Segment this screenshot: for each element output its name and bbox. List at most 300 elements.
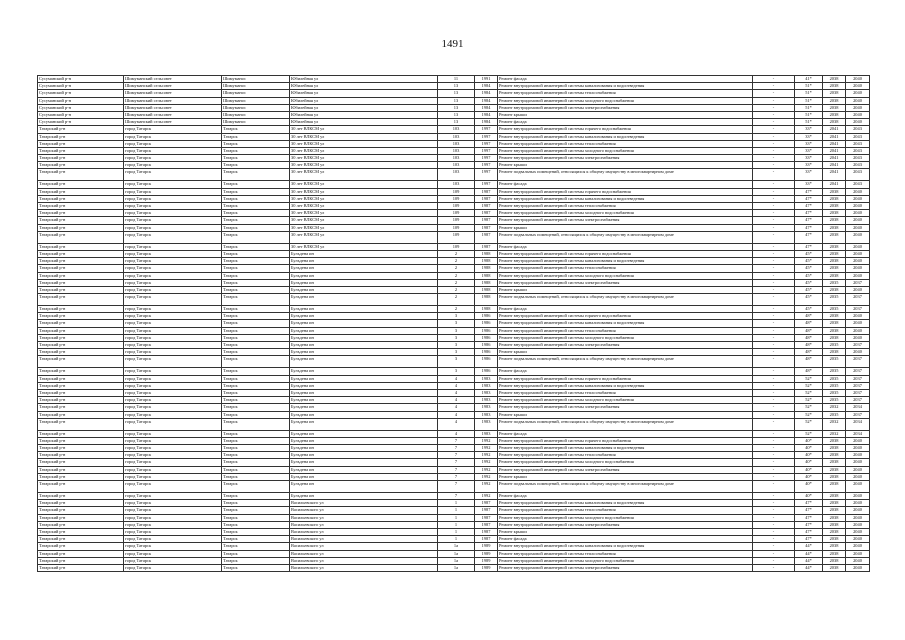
end-year-cell: 2040 [846,320,870,327]
house-number-cell: 7 [438,493,475,500]
settlement-cell: город Татарск [124,294,222,306]
district-cell: Татарский р-н [38,481,124,493]
work-type-cell: Ремонт подвальных помещений, относящихся к общему имуществу в многоквартирном доме [498,481,753,493]
wear-cell: 48* [795,313,823,320]
work-type-cell: Ремонт внутридомовой инженерной системы холодного водоснабжения [498,397,753,404]
wear-cell: 45* [795,306,823,313]
settlement-cell: город Татарск [124,313,222,320]
district-cell: Татарский р-н [38,550,124,557]
dash-cell: - [753,217,795,224]
house-number-cell: 103 [438,181,475,188]
district-cell: Татарский р-н [38,536,124,543]
street-cell: Васильевского ул [290,528,438,535]
year-cell: 1988 [475,306,498,313]
start-year-cell: 2038 [823,473,846,480]
district-cell: Татарский р-н [38,382,124,389]
table-row [38,119,870,126]
house-number-cell: 11 [438,76,475,83]
district-cell: Татарский р-н [38,272,124,279]
locality-cell: Татарск [222,272,290,279]
end-year-cell: 2040 [846,550,870,557]
year-cell: 1987 [475,528,498,535]
table-row [38,452,870,459]
end-year-cell: 2040 [846,514,870,521]
table-row [38,445,870,452]
start-year-cell: 2032 [823,430,846,437]
year-cell: 1992 [475,437,498,444]
table-row [38,90,870,97]
end-year-cell: 2040 [846,250,870,257]
end-year-cell: 2040 [846,76,870,83]
end-year-cell: 2040 [846,265,870,272]
district-cell: Татарский р-н [38,334,124,341]
dash-cell: - [753,320,795,327]
street-cell: Бульдена ин [290,375,438,382]
start-year-cell: 2035 [823,356,846,368]
district-cell: Татарский р-н [38,342,124,349]
locality-cell: Татарск [222,404,290,411]
end-year-cell: 2040 [846,543,870,550]
district-cell: Татарский р-н [38,147,124,154]
settlement-cell: город Татарск [124,210,222,217]
work-type-cell: Ремонт фасада [498,76,753,83]
house-number-cell: 3 [438,368,475,375]
end-year-cell: 2040 [846,203,870,210]
district-cell: Татарский р-н [38,389,124,396]
year-cell: 1986 [475,334,498,341]
table-row [38,481,870,493]
end-year-cell: 2040 [846,493,870,500]
wear-cell: 40* [795,481,823,493]
wear-cell: 44* [795,564,823,571]
street-cell: Бульдена ин [290,445,438,452]
wear-cell: 40* [795,445,823,452]
district-cell: Татарский р-н [38,313,124,320]
table-row [38,411,870,418]
settlement-cell: город Татарск [124,265,222,272]
table-row [38,272,870,279]
locality-cell: Татарск [222,294,290,306]
street-cell: Бульдена ин [290,349,438,356]
house-number-cell: 7 [438,459,475,466]
house-number-cell: 1а [438,564,475,571]
table-row [38,181,870,188]
district-cell: Татарский р-н [38,368,124,375]
locality-cell: Татарск [222,188,290,195]
start-year-cell: 2038 [823,557,846,564]
end-year-cell: 2037 [846,382,870,389]
locality-cell: Татарск [222,126,290,133]
house-number-cell: 1а [438,550,475,557]
work-type-cell: Ремонт внутридомовой инженерной системы теплоснабжения [498,452,753,459]
work-type-cell: Ремонт подвальных помещений, относящихся к общему имуществу в многоквартирном доме [498,169,753,181]
year-cell: 1991 [475,76,498,83]
work-type-cell: Ремонт внутридомовой инженерной системы горячего водоснабжения [498,188,753,195]
table-row [38,140,870,147]
work-type-cell: Ремонт внутридомовой инженерной системы электроснабжения [498,217,753,224]
settlement-cell: город Татарск [124,272,222,279]
wear-cell: 48* [795,342,823,349]
dash-cell: - [753,411,795,418]
district-cell: Татарский р-н [38,418,124,430]
end-year-cell: 2040 [846,459,870,466]
locality-cell: Татарск [222,210,290,217]
district-cell: Татарский р-н [38,231,124,243]
house-number-cell: 3 [438,334,475,341]
house-number-cell: 109 [438,188,475,195]
start-year-cell: 2038 [823,210,846,217]
dash-cell: - [753,258,795,265]
district-cell: Татарский р-н [38,452,124,459]
locality-cell: Татарск [222,397,290,404]
locality-cell: Татарск [222,195,290,202]
settlement-cell: город Татарск [124,224,222,231]
table-row [38,543,870,550]
wear-cell: 45* [795,294,823,306]
house-number-cell: 4 [438,404,475,411]
district-cell: Татарский р-н [38,500,124,507]
district-cell: Татарский р-н [38,473,124,480]
end-year-cell: 2040 [846,557,870,564]
start-year-cell: 2038 [823,528,846,535]
end-year-cell: 2040 [846,210,870,217]
year-cell: 1997 [475,126,498,133]
dash-cell: - [753,536,795,543]
street-cell: 30 лет ВЛКСМ ул [290,224,438,231]
year-cell: 1988 [475,286,498,293]
table-row [38,155,870,162]
work-type-cell: Ремонт крыши [498,111,753,118]
end-year-cell: 2040 [846,90,870,97]
settlement-cell: город Татарск [124,140,222,147]
table-row [38,437,870,444]
dash-cell: - [753,83,795,90]
work-type-cell: Ремонт внутридомовой инженерной системы холодного водоснабжения [498,557,753,564]
table-body [38,76,870,572]
settlement-cell: город Татарск [124,507,222,514]
work-type-cell: Ремонт внутридомовой инженерной системы электроснабжения [498,404,753,411]
locality-cell: Татарск [222,543,290,550]
end-year-cell: 2037 [846,389,870,396]
table-row [38,404,870,411]
street-cell: Юбилейная ул [290,111,438,118]
house-number-cell: 3 [438,327,475,334]
house-number-cell: 3 [438,320,475,327]
street-cell: Бульдена ин [290,466,438,473]
wear-cell: 52* [795,430,823,437]
district-cell: Сусуманский р-н [38,111,124,118]
house-number-cell: 103 [438,126,475,133]
year-cell: 1984 [475,83,498,90]
street-cell: 30 лет ВЛКСМ ул [290,195,438,202]
table-row [38,286,870,293]
house-number-cell: 2 [438,294,475,306]
house-number-cell: 2 [438,265,475,272]
end-year-cell: 2040 [846,564,870,571]
settlement-cell: город Татарск [124,286,222,293]
start-year-cell: 2041 [823,140,846,147]
locality-cell: Татарск [222,493,290,500]
year-cell: 1987 [475,217,498,224]
district-cell: Татарский р-н [38,306,124,313]
end-year-cell: 2040 [846,536,870,543]
start-year-cell: 2035 [823,368,846,375]
street-cell: 30 лет ВЛКСМ ул [290,147,438,154]
start-year-cell: 2038 [823,83,846,90]
dash-cell: - [753,279,795,286]
table-row [38,430,870,437]
street-cell: 30 лет ВЛКСМ ул [290,140,438,147]
wear-cell: 47* [795,217,823,224]
street-cell: 30 лет ВЛКСМ ул [290,210,438,217]
year-cell: 1987 [475,500,498,507]
year-cell: 1992 [475,466,498,473]
locality-cell: Татарск [222,528,290,535]
wear-cell: 47* [795,210,823,217]
settlement-cell: город Татарск [124,514,222,521]
dash-cell: - [753,356,795,368]
year-cell: 1997 [475,181,498,188]
start-year-cell: 2035 [823,389,846,396]
dash-cell: - [753,382,795,389]
year-cell: 1987 [475,521,498,528]
end-year-cell: 2040 [846,437,870,444]
dash-cell: - [753,557,795,564]
year-cell: 1984 [475,104,498,111]
dash-cell: - [753,104,795,111]
dash-cell: - [753,306,795,313]
house-number-cell: 103 [438,169,475,181]
start-year-cell: 2038 [823,543,846,550]
end-year-cell: 2040 [846,473,870,480]
year-cell: 1987 [475,514,498,521]
street-cell: Бульдена ин [290,258,438,265]
district-cell: Татарский р-н [38,181,124,188]
dash-cell: - [753,437,795,444]
table-row [38,564,870,571]
year-cell: 1984 [475,97,498,104]
year-cell: 1983 [475,397,498,404]
house-number-cell: 13 [438,90,475,97]
year-cell: 1988 [475,279,498,286]
house-number-cell: 4 [438,418,475,430]
dash-cell: - [753,119,795,126]
locality-cell: Татарск [222,342,290,349]
dash-cell: - [753,162,795,169]
locality-cell: Татарск [222,203,290,210]
dash-cell: - [753,466,795,473]
table-row [38,258,870,265]
locality-cell: Татарск [222,514,290,521]
year-cell: 1997 [475,169,498,181]
locality-cell: Татарск [222,430,290,437]
wear-cell: 45* [795,265,823,272]
settlement-cell: Шимуманский сельсовет [124,76,222,83]
dash-cell: - [753,397,795,404]
table-row [38,83,870,90]
street-cell: Бульдена ин [290,250,438,257]
settlement-cell: город Татарск [124,411,222,418]
wear-cell: 48* [795,356,823,368]
settlement-cell: город Татарск [124,203,222,210]
street-cell: Бульдена ин [290,334,438,341]
settlement-cell: город Татарск [124,543,222,550]
table-row [38,418,870,430]
end-year-cell: 2040 [846,83,870,90]
dash-cell: - [753,507,795,514]
work-type-cell: Ремонт внутридомовой инженерной системы электроснабжения [498,155,753,162]
work-type-cell: Ремонт внутридомовой инженерной системы холодного водоснабжения [498,334,753,341]
settlement-cell: город Татарск [124,536,222,543]
wear-cell: 45* [795,258,823,265]
house-number-cell: 1 [438,514,475,521]
house-number-cell: 1 [438,521,475,528]
work-type-cell: Ремонт фасада [498,181,753,188]
table-row [38,500,870,507]
end-year-cell: 2040 [846,188,870,195]
work-type-cell: Ремонт внутридомовой инженерной системы электроснабжения [498,564,753,571]
locality-cell: Татарск [222,550,290,557]
street-cell: Васильевского ул [290,536,438,543]
wear-cell: 52* [795,389,823,396]
dash-cell: - [753,430,795,437]
street-cell: 30 лет ВЛКСМ ул [290,162,438,169]
table-row [38,217,870,224]
house-number-cell: 1 [438,528,475,535]
wear-cell: 40* [795,459,823,466]
table-row [38,231,870,243]
start-year-cell: 2038 [823,97,846,104]
locality-cell: Шимуманос [222,111,290,118]
street-cell: Бульдена ин [290,272,438,279]
year-cell: 1983 [475,382,498,389]
settlement-cell: город Татарск [124,327,222,334]
house-number-cell: 103 [438,162,475,169]
dash-cell: - [753,473,795,480]
settlement-cell: город Татарск [124,231,222,243]
table-row [38,493,870,500]
start-year-cell: 2038 [823,514,846,521]
table-row [38,294,870,306]
house-number-cell: 4 [438,382,475,389]
house-number-cell: 13 [438,111,475,118]
year-cell: 1987 [475,195,498,202]
house-number-cell: 4 [438,430,475,437]
street-cell: 30 лет ВЛКСМ ул [290,181,438,188]
start-year-cell: 2038 [823,76,846,83]
district-cell: Татарский р-н [38,327,124,334]
table-row [38,389,870,396]
settlement-cell: город Татарск [124,320,222,327]
work-type-cell: Ремонт внутридомовой инженерной системы канализования и водоотведения [498,382,753,389]
house-number-cell: 4 [438,389,475,396]
work-type-cell: Ремонт подвальных помещений, относящихся к общему имуществу в многоквартирном доме [498,418,753,430]
wear-cell: 52* [795,404,823,411]
start-year-cell: 2038 [823,493,846,500]
wear-cell: 51* [795,104,823,111]
street-cell: Бульдена ин [290,397,438,404]
table-row [38,169,870,181]
end-year-cell: 2040 [846,349,870,356]
wear-cell: 51* [795,97,823,104]
settlement-cell: город Татарск [124,382,222,389]
street-cell: Бульдена ин [290,459,438,466]
year-cell: 1988 [475,272,498,279]
work-type-cell: Ремонт внутридомовой инженерной системы теплоснабжения [498,203,753,210]
district-cell: Татарский р-н [38,411,124,418]
work-type-cell: Ремонт внутридомовой инженерной системы электроснабжения [498,279,753,286]
street-cell: Бульдена ин [290,294,438,306]
wear-cell: 52* [795,418,823,430]
street-cell: Бульдена ин [290,382,438,389]
street-cell: Бульдена ин [290,342,438,349]
start-year-cell: 2041 [823,147,846,154]
wear-cell: 51* [795,111,823,118]
table-row [38,334,870,341]
end-year-cell: 2043 [846,181,870,188]
locality-cell: Татарск [222,473,290,480]
year-cell: 1987 [475,507,498,514]
district-cell: Татарский р-н [38,507,124,514]
start-year-cell: 2041 [823,181,846,188]
dash-cell: - [753,272,795,279]
locality-cell: Татарск [222,349,290,356]
street-cell: Васильевского ул [290,514,438,521]
locality-cell: Татарск [222,389,290,396]
house-number-cell: 7 [438,437,475,444]
repair-schedule-table [37,75,870,572]
district-cell: Сусуманский р-н [38,76,124,83]
start-year-cell: 2035 [823,306,846,313]
end-year-cell: 2040 [846,445,870,452]
locality-cell: Татарск [222,133,290,140]
dash-cell: - [753,203,795,210]
start-year-cell: 2041 [823,162,846,169]
district-cell: Татарский р-н [38,294,124,306]
dash-cell: - [753,243,795,250]
table-row [38,97,870,104]
district-cell: Татарский р-н [38,203,124,210]
street-cell: Бульдена ин [290,430,438,437]
work-type-cell: Ремонт крыши [498,349,753,356]
work-type-cell: Ремонт внутридомовой инженерной системы холодного водоснабжения [498,210,753,217]
dash-cell: - [753,334,795,341]
settlement-cell: город Татарск [124,473,222,480]
year-cell: 1987 [475,210,498,217]
table-row [38,368,870,375]
end-year-cell: 2040 [846,272,870,279]
wear-cell: 48* [795,349,823,356]
table-row [38,550,870,557]
street-cell: Васильевского ул [290,564,438,571]
end-year-cell: 2034 [846,430,870,437]
settlement-cell: город Татарск [124,404,222,411]
start-year-cell: 2038 [823,272,846,279]
table-row [38,557,870,564]
end-year-cell: 2043 [846,162,870,169]
district-cell: Сусуманский р-н [38,90,124,97]
start-year-cell: 2038 [823,564,846,571]
house-number-cell: 13 [438,104,475,111]
year-cell: 1983 [475,418,498,430]
street-cell: Бульдена ин [290,404,438,411]
dash-cell: - [753,389,795,396]
settlement-cell: город Татарск [124,500,222,507]
house-number-cell: 13 [438,97,475,104]
house-number-cell: 109 [438,203,475,210]
wear-cell: 33* [795,140,823,147]
street-cell: Бульдена ин [290,473,438,480]
